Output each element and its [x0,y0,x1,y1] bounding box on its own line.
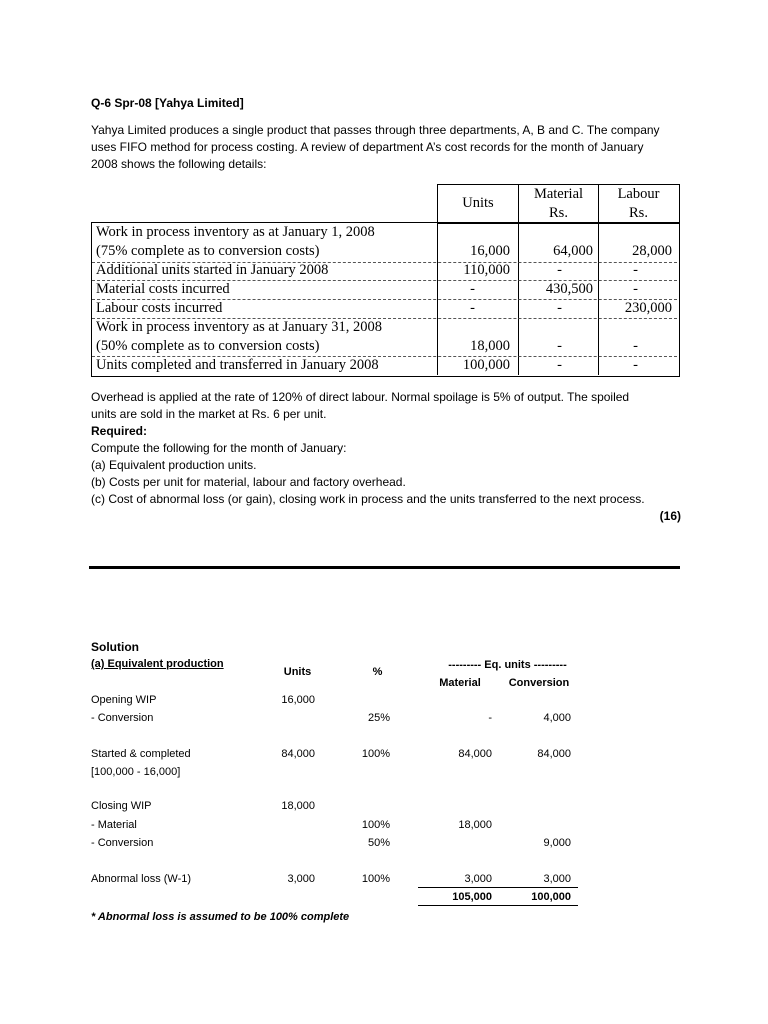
col-header-labour: Labour [617,186,660,202]
solution-row-label: Closing WIP [91,800,152,812]
table-cell-labour: 230,000 [624,300,672,316]
section-divider [89,566,680,569]
table-row-label: Work in process inventory as at January 1, 2008 [96,224,375,240]
solution-cell-units: 16,000 [281,694,315,706]
table-row-label: Units completed and transferred in January 2008 [96,357,379,373]
footnote: * Abnormal loss is assumed to be 100% complete [91,911,350,923]
table-row-label: (50% complete as to conversion costs) [96,338,320,354]
col-header-pct: % [372,666,383,678]
col-header-material-unit: Rs. [549,205,568,221]
table-cell-material: - [557,338,562,354]
table-row-label: Work in process inventory as at January 31, 2008 [96,319,382,335]
intro-line: uses FIFO method for process costing. A review of department A’s cost records for the month of January [91,140,644,154]
table-row-label: Labour costs incurred [96,300,223,316]
table-cell-units: 18,000 [470,338,510,354]
intro-paragraph [91,122,681,173]
col-header-labour-unit: Rs. [629,205,648,221]
table-cell-material: - [557,357,562,373]
required-label: Required: [91,424,148,438]
col-header-material: Material [533,186,584,202]
table-cell-material: - [557,300,562,316]
required-line: (a) Equivalent production units. [91,458,257,472]
total-conversion: 100,000 [531,891,571,903]
table-row-label: Additional units started in January 2008 [96,262,329,278]
intro-line: 2008 shows the following details: [91,157,267,171]
table-cell-material: - [557,262,562,278]
solution-cell-units: 3,000 [287,873,315,885]
marks: (16) [659,509,681,523]
solution-cell-units: 84,000 [281,748,315,760]
total-rule [418,905,578,906]
solution-cell-conversion: 84,000 [537,748,571,760]
solution-cell-material: 3,000 [464,873,492,885]
table-cell-labour: - [633,338,638,354]
solution-cell-pct: 100% [361,873,390,885]
required-line: (b) Costs per unit for material, labour and factory overhead. [91,475,406,489]
solution-row-label: Opening WIP [91,694,157,706]
solution-cell-pct: 100% [361,748,390,760]
table-cell-units: - [470,300,475,316]
required-line: (c) Cost of abnormal loss (or gain), closing work in process and the units transferred to the next process. [91,492,645,506]
solution-row-label: - Material [91,819,137,831]
paragraph-line: Overhead is applied at the rate of 120% of direct labour. Normal spoilage is 5% of output. The spoiled [91,390,630,404]
paragraph-line: units are sold in the market at Rs. 6 per unit. [91,407,327,421]
table-cell-units: 110,000 [463,262,510,278]
solution-row-label: Started & completed [91,748,191,760]
subtotal-rule [418,887,578,888]
required-line: Compute the following for the month of January: [91,441,347,455]
solution-cell-units: 18,000 [281,800,315,812]
table-cell-labour: - [633,281,638,297]
table-cell-labour: - [633,357,638,373]
solution-title: Solution [91,640,139,654]
table-cell-labour: - [633,262,638,278]
table-cell-units: 100,000 [462,357,510,373]
total-material: 105,000 [452,891,492,903]
table-row-label: Material costs incurred [96,281,230,297]
solution-subtitle: (a) Equivalent production [91,658,224,670]
solution-cell-conversion: 3,000 [543,873,571,885]
solution-cell-material: 18,000 [458,819,492,831]
question-title: Q-6 Spr-08 [Yahya Limited] [91,96,244,110]
solution-row-label: [100,000 - 16,000] [91,766,181,778]
solution-cell-material: - [488,712,492,724]
solution-cell-material: 84,000 [458,748,492,760]
table-cell-material: 64,000 [553,243,593,259]
table-cell-material: 430,500 [545,281,593,297]
solution-cell-conversion: 9,000 [543,837,571,849]
solution-cell-pct: 50% [367,837,390,849]
solution-row-label: - Conversion [91,837,154,849]
solution-cell-pct: 100% [361,819,390,831]
table-cell-units: 16,000 [470,243,510,259]
solution-row-label: Abnormal loss (W-1) [91,873,192,885]
table-cell-labour: 28,000 [632,243,672,259]
eq-units-header: --------- Eq. units --------- [448,659,567,671]
col-header-material: Material [439,677,481,689]
col-header-units: Units [462,195,494,211]
solution-cell-pct: 25% [367,712,390,724]
requirements-block [91,389,681,525]
col-header-conversion: Conversion [508,677,570,689]
intro-line: Yahya Limited produces a single product that passes through three departments, A, B and C. The company [91,123,660,137]
table-cell-units: - [470,281,475,297]
solution-row-label: - Conversion [91,712,154,724]
solution-cell-conversion: 4,000 [543,712,571,724]
table-row-label: (75% complete as to conversion costs) [96,243,320,259]
col-header-units: Units [283,666,312,678]
